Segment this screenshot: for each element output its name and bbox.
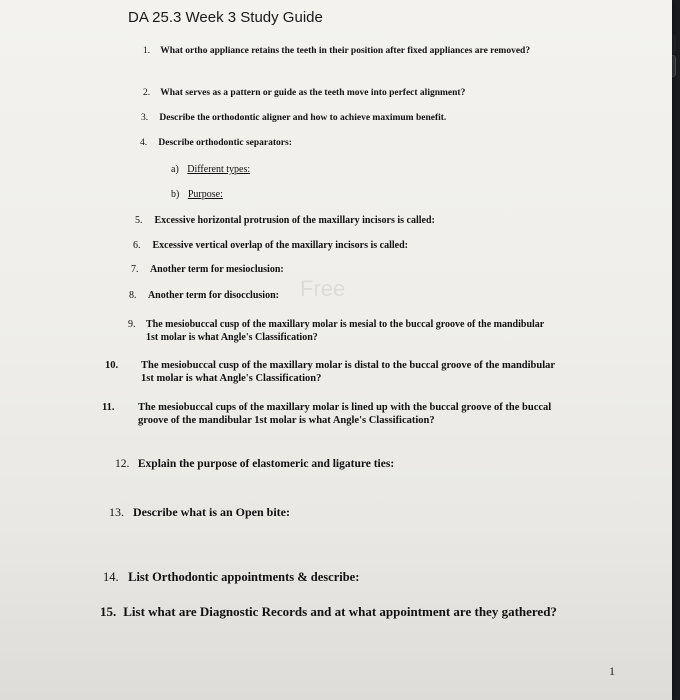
separators-subitem-a: a) Different types:: [171, 164, 251, 175]
question-2: 2. What serves as a pattern or guide as the teeth move into perfect alignment?: [143, 88, 466, 98]
separators-subitem-b: b) Purpose:: [171, 189, 223, 200]
question-13: 13. Describe what is an Open bite:: [109, 505, 290, 519]
question-12: 12. Explain the purpose of elastomeric and ligature ties:: [115, 458, 395, 470]
question-10: 10. The mesiobuccal cusp of the maxillary molar is distal to the buccal groove of the mandibular 1st molar is what Angle's Classification?: [105, 360, 555, 385]
question-11: 11. The mesiobuccal cups of the maxillary molar is lined up with the buccal groove of the buccal groove of the mandibular 1st molar is what Angle's Classification?: [102, 402, 552, 427]
question-5: 5. Excessive horizontal protrusion of the maxillary incisors is called:: [135, 215, 435, 226]
question-14: 14. List Orthodontic appointments & describe:: [103, 570, 360, 584]
question-15: 15. List what are Diagnostic Records and at what appointment are they gathered?: [100, 604, 557, 619]
page-title: DA 25.3 Week 3 Study Guide: [128, 9, 323, 26]
question-9: 9. The mesiobuccal cusp of the maxillary molar is mesial to the buccal groove of the mandibular 1st molar is what Angle's Classification?: [128, 319, 545, 343]
question-8: 8. Another term for disocclusion:: [129, 290, 279, 301]
question-6: 6. Excessive vertical overlap of the maxillary incisors is called:: [133, 240, 409, 251]
page-number: 1: [609, 664, 615, 678]
question-3: 3. Describe the orthodontic aligner and how to achieve maximum benefit.: [141, 113, 447, 123]
watermark: Free: [300, 276, 346, 301]
question-7: 7. Another term for mesioclusion:: [131, 264, 284, 275]
question-1: 1. What ortho appliance retains the teeth in their position after fixed appliances are removed?: [143, 46, 531, 56]
question-4: 4. Describe orthodontic separators:: [140, 138, 292, 148]
